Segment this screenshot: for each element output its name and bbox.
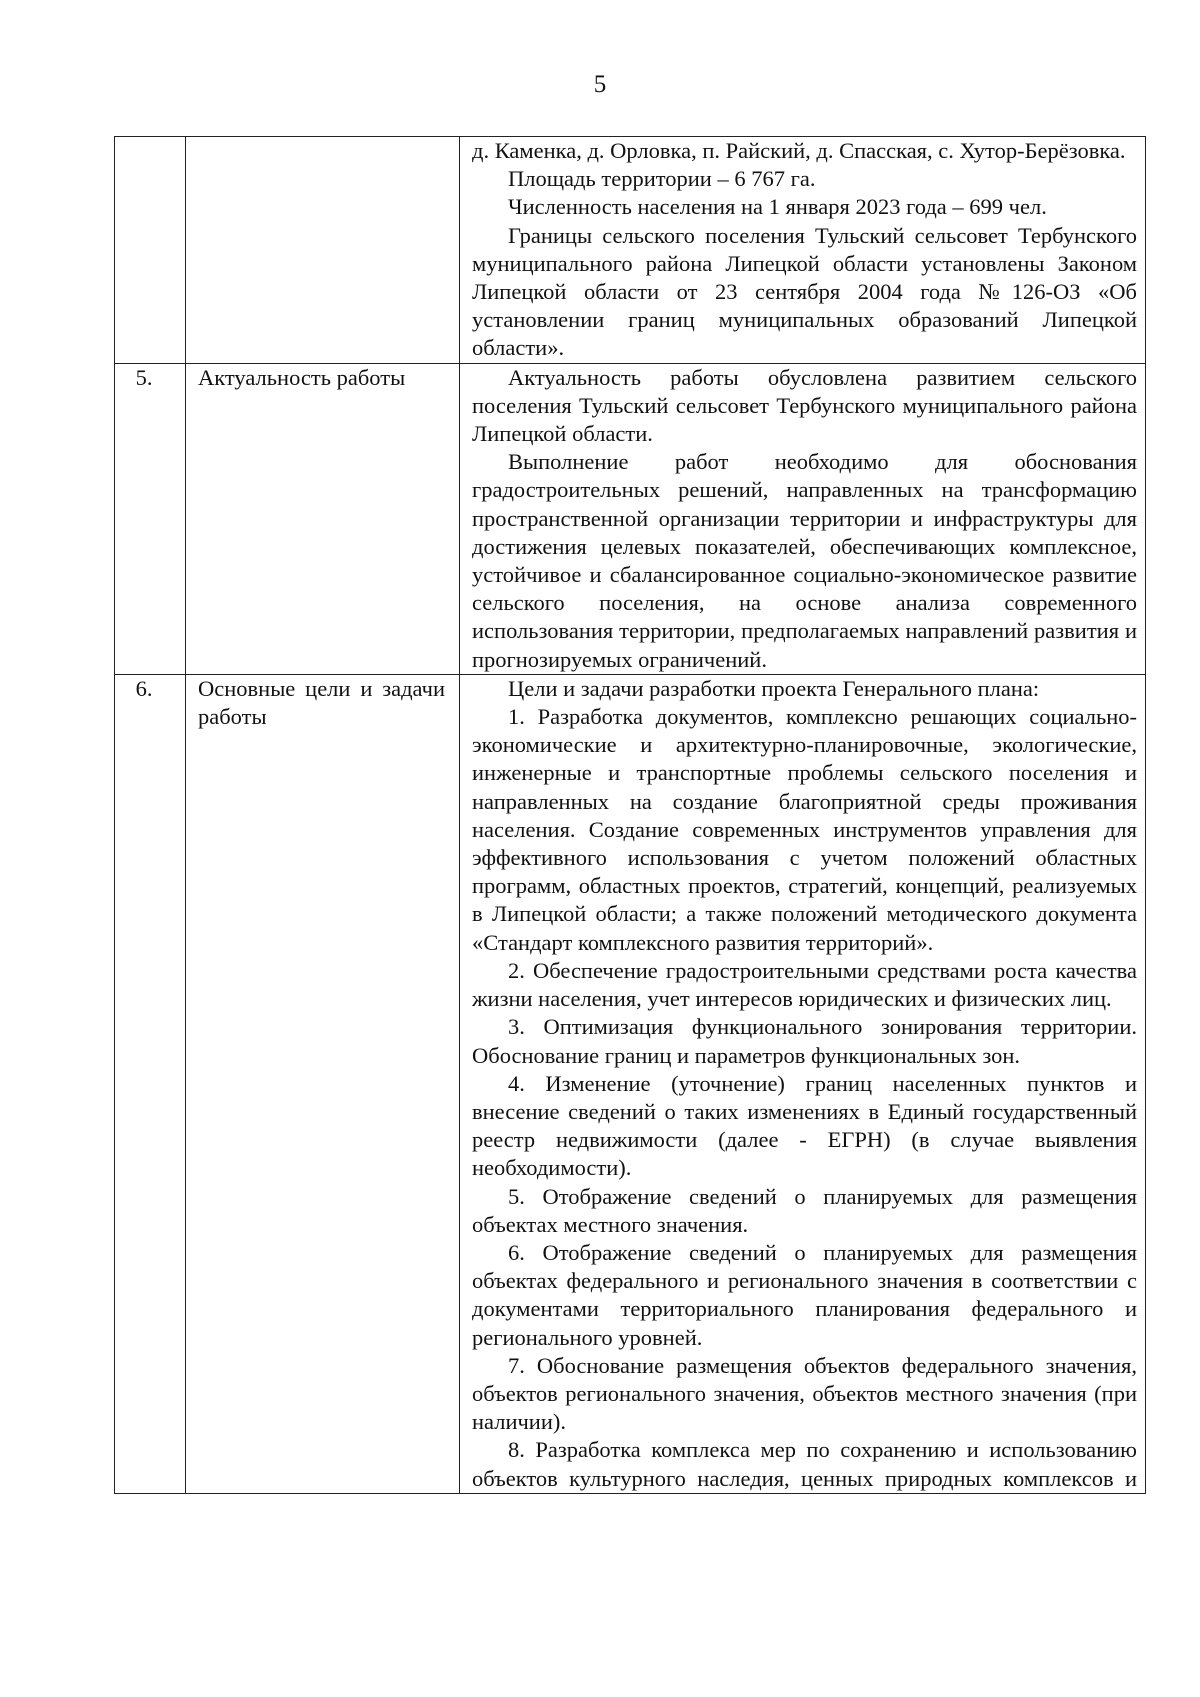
row-content-cell bbox=[460, 363, 1146, 674]
paragraph: Цели и задачи разработки проекта Генерального плана: bbox=[508, 675, 1040, 701]
table-row bbox=[115, 674, 1146, 1493]
paragraph: 8. Разработка комплекса мер по сохранению и использованию объектов культурного наследия, ценных природных комплексов и bbox=[472, 1437, 1137, 1491]
paragraph: 4. Изменение (уточнение) границ населенных пунктов и внесение сведений о таких изменениях в Единый государственный реестр недвижимости (далее - ЕГРН) (в случае выявления необходимости). bbox=[472, 1070, 1137, 1181]
paragraph: д. Каменка, д. Орловка, п. Райский, д. Спасская, с. Хутор-Берёзовка. bbox=[472, 138, 1126, 163]
paragraph: Актуальность работы обусловлена развитием сельского поселения Тульский сельсовет Тербунского муниципального района Липецкой области. bbox=[472, 364, 1137, 447]
paragraph: 1. Разработка документов, комплексно решающих социально-экономические и архитектурно-планировочные, экологические, инженерные и транспортные проблемы сельского поселения и направленных на создание благоприятной среды проживания населения. Создание современных инструментов управления для эффективного использования с учетом положений областных программ, областных проектов, стратегий, концепций, реализуемых в Липецкой области; а также положений методического документа «Стандарт комплексного развития территорий». bbox=[472, 704, 1137, 955]
paragraph: Численность населения на 1 января 2023 года – 699 чел. bbox=[508, 194, 1047, 220]
row-number-cell bbox=[115, 363, 186, 674]
row-label-cell bbox=[186, 674, 460, 1493]
row-number: 5. bbox=[135, 364, 153, 390]
row-content-cell bbox=[460, 137, 1146, 364]
row-number-cell bbox=[115, 674, 186, 1493]
table-row bbox=[115, 137, 1146, 364]
row-label-cell bbox=[186, 363, 460, 674]
page-number: 5 bbox=[593, 71, 607, 98]
row-label-cell bbox=[186, 137, 460, 364]
row-content-cell bbox=[460, 674, 1146, 1493]
paragraph: 5. Отображение сведений о планируемых для размещения объектах местного значения. bbox=[472, 1183, 1137, 1237]
paragraph: 2. Обеспечение градостроительными средствами роста качества жизни населения, учет интересов юридических и физических лиц. bbox=[472, 957, 1137, 1012]
paragraph: 6. Отображение сведений о планируемых для размещения объектах федерального и регионального значения в соответствии с документами территориального планирования федерального и регионального уровней. bbox=[472, 1239, 1137, 1350]
paragraph: 3. Оптимизация функционального зонирования территории. Обоснование границ и параметров функциональных зон. bbox=[472, 1014, 1137, 1068]
row-number-cell bbox=[115, 137, 186, 364]
specification-table bbox=[114, 136, 1146, 1494]
paragraph: Выполнение работ необходимо для обоснования градостроительных решений, направленных на трансформацию пространственной организации территории и инфраструктуры для достижения целевых показателей, обеспечивающих комплексное, устойчивое и сбалансированное социально-экономическое развитие сельского поселения, на основе анализа современного использования территории, предполагаемых направлений развития и прогнозируемых ограничений. bbox=[472, 449, 1137, 672]
row-label: Основные цели и задачи работы bbox=[198, 675, 445, 730]
row-number: 6. bbox=[135, 675, 153, 701]
paragraph: 7. Обоснование размещения объектов федерального значения, объектов регионального значения, объектов местного значения (при наличии). bbox=[472, 1352, 1137, 1435]
table-row bbox=[115, 363, 1146, 674]
row-label: Актуальность работы bbox=[198, 364, 406, 390]
paragraph: Площадь территории – 6 767 га. bbox=[508, 166, 816, 192]
paragraph: Границы сельского поселения Тульский сельсовет Тербунского муниципального района Липецкой области установлены Законом Липецкой области от 23 сентября 2004 года №126-ОЗ «Об установлении границ муниципальных образований Липецкой области». bbox=[472, 222, 1137, 361]
